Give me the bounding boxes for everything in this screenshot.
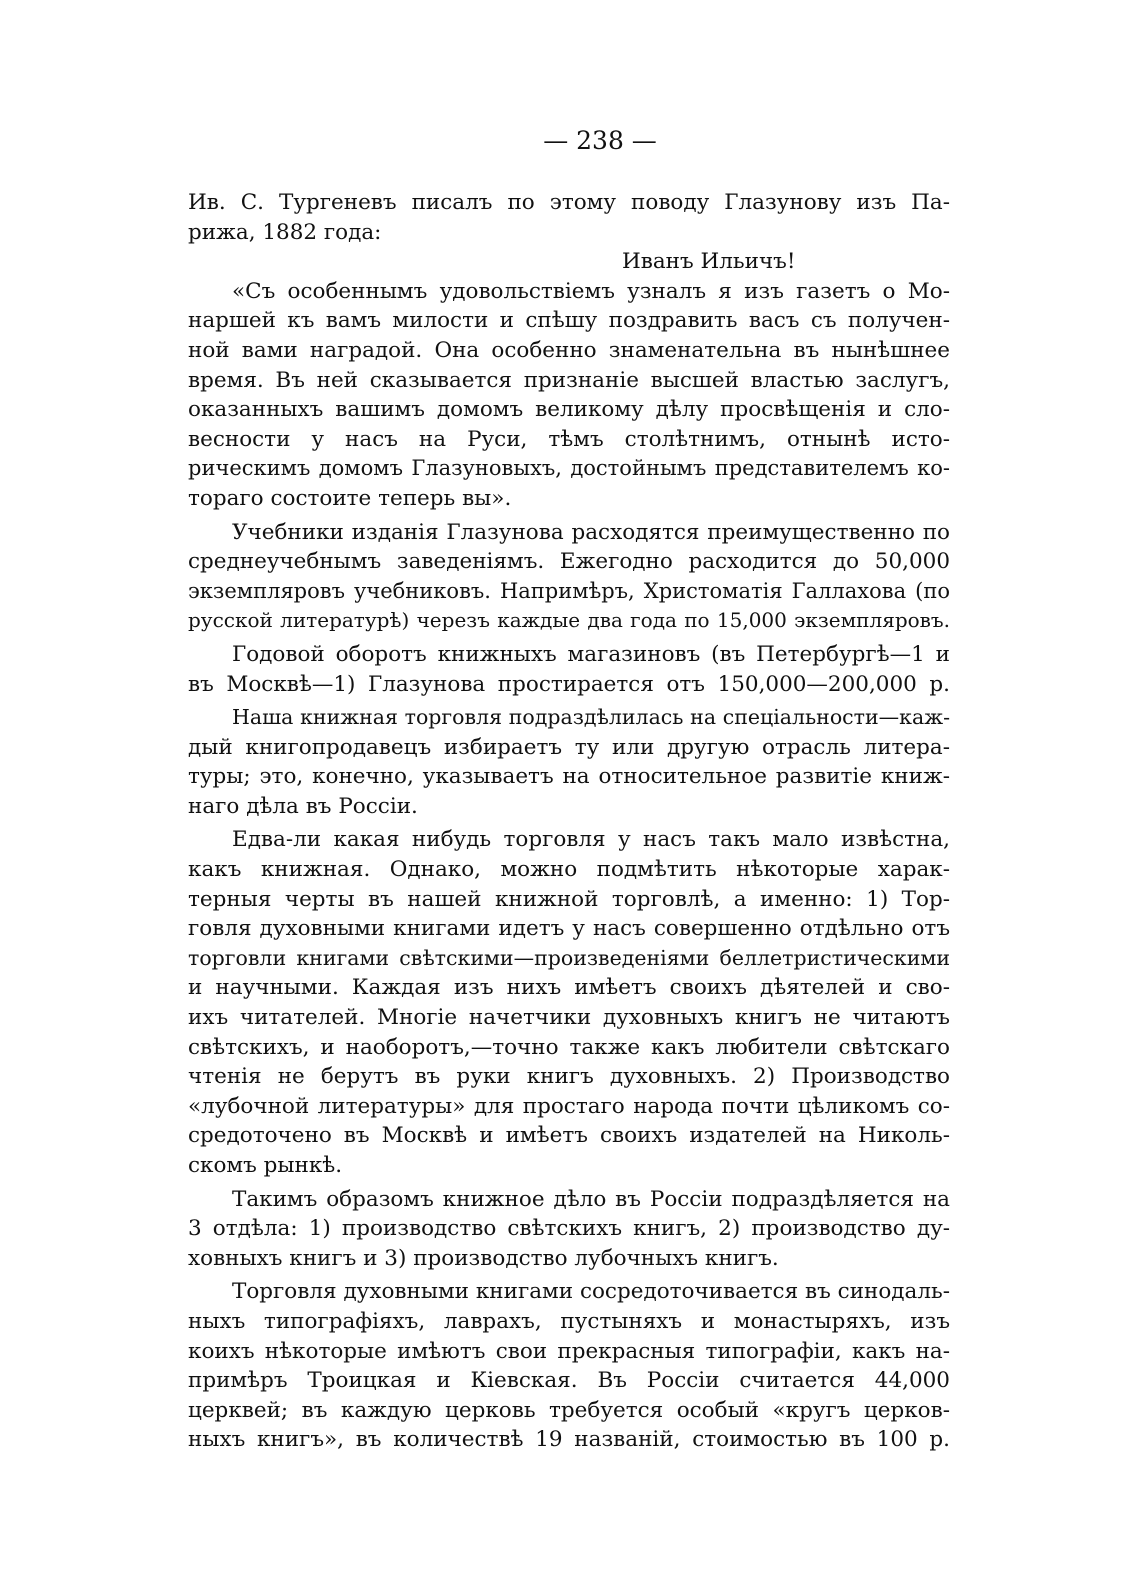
text-line: ныхъ типографіяхъ, лаврахъ, пустыняхъ и монастыряхъ, изъ xyxy=(188,1308,950,1334)
text-line: дый книгопродавецъ избираетъ ту или другую отрасль литера- xyxy=(188,734,950,760)
text-line: туры; это, конечно, указываетъ на относительное развитіе книж- xyxy=(188,764,950,790)
text-line: свѣтскихъ, и наоборотъ,—точно также какъ любители свѣтскаго xyxy=(188,1034,950,1060)
page-number: — 238 — xyxy=(543,126,657,155)
text-line: «Съ особеннымъ удовольствіемъ узналъ я изъ газетъ о Мо- xyxy=(232,278,950,304)
text-line: коихъ нѣкоторые имѣютъ свои прекрасныя типографіи, какъ на- xyxy=(188,1338,950,1364)
text-line: ной вами наградой. Она особенно знаменательна въ нынѣшнее xyxy=(188,337,950,363)
text-line: время. Въ ней сказывается признаніе высшей властью заслугъ, xyxy=(188,367,950,393)
text-line: 3 отдѣла: 1) производство свѣтскихъ книгъ, 2) производство ду- xyxy=(188,1216,950,1242)
text-line: ихъ читателей. Многіе начетчики духовныхъ книгъ не читаютъ xyxy=(188,1005,950,1031)
text-line: какъ книжная. Однако, можно подмѣтить нѣкоторые харак- xyxy=(188,857,950,883)
text-line: терныя черты въ нашей книжной торговлѣ, а именно: 1) Тор- xyxy=(188,886,950,912)
text-line: наршей къ вамъ милости и спѣшу поздравить васъ съ получен- xyxy=(188,308,950,334)
text-line: «лубочной литературы» для простаго народа почти цѣликомъ со- xyxy=(188,1093,950,1119)
text-line: церквей; въ каждую церковь требуется особый «кругъ церков- xyxy=(188,1397,950,1423)
text-line: тораго состоите теперь вы». xyxy=(188,485,512,511)
text-line: скомъ рынкѣ. xyxy=(188,1153,343,1178)
text-line: Учебники изданія Глазунова расходятся преимущественно по xyxy=(232,519,950,545)
text-line: рическимъ домомъ Глазуновыхъ, достойнымъ представителемъ ко- xyxy=(188,456,950,481)
text-line: среднеучебнымъ заведеніямъ. Ежегодно расходится до 50,000 xyxy=(188,549,950,575)
text-line: ховныхъ книгъ и 3) производство лубочныхъ книгъ. xyxy=(188,1245,779,1271)
text-line: наго дѣла въ Россіи. xyxy=(188,793,418,819)
text-line: экземпляровъ учебниковъ. Напримѣръ, Христоматія Галлахова (по xyxy=(188,578,950,603)
text-line: Торговля духовными книгами сосредоточивается въ синодаль- xyxy=(232,1279,950,1305)
text-line: весности у насъ на Руси, тѣмъ столѣтнимъ, отнынѣ исто- xyxy=(188,426,950,452)
text-line: чтенія не берутъ въ руки книгъ духовныхъ. 2) Производство xyxy=(188,1064,950,1090)
letter-salutation: Иванъ Ильичъ! xyxy=(622,249,796,275)
body-text xyxy=(188,188,950,1455)
text-line: говля духовными книгами идетъ у насъ совершенно отдѣльно отъ xyxy=(188,916,950,942)
text-line: русской литературѣ) черезъ каждые два года по 15,000 экземпляровъ. xyxy=(188,608,950,633)
text-line: рижа, 1882 года: xyxy=(188,219,382,245)
text-line: Наша книжная торговля подраздѣлилась на спеціальности—каж- xyxy=(232,705,950,730)
text-line: оказанныхъ вашимъ домомъ великому дѣлу просвѣщенія и сло- xyxy=(188,397,950,423)
text-line: примѣръ Троицкая и Кіевская. Въ Россіи считается 44,000 xyxy=(188,1368,950,1394)
text-line: Такимъ образомъ книжное дѣло въ Россіи подраздѣляется на xyxy=(232,1186,950,1212)
text-line: Годовой оборотъ книжныхъ магазиновъ (въ Петербургѣ—1 и xyxy=(232,641,950,667)
text-line: Ив. С. Тургеневъ писалъ по этому поводу Глазунову изъ Па- xyxy=(188,190,950,215)
text-line: средоточено въ Москвѣ и имѣетъ своихъ издателей на Николь- xyxy=(188,1123,950,1149)
text-line: въ Москвѣ—1) Глазунова простирается отъ 150,000—200,000 р. xyxy=(188,671,950,697)
text-line: ныхъ книгъ», въ количествѣ 19 названій, стоимостью въ 100 р. xyxy=(188,1427,950,1453)
text-line: и научными. Каждая изъ нихъ имѣетъ своихъ дѣятелей и сво- xyxy=(188,975,950,1001)
text-line: торговли книгами свѣтскими—произведеніями беллетристическими xyxy=(188,945,950,970)
text-line: Едва-ли какая нибудь торговля у насъ такъ мало извѣстна, xyxy=(232,827,950,853)
